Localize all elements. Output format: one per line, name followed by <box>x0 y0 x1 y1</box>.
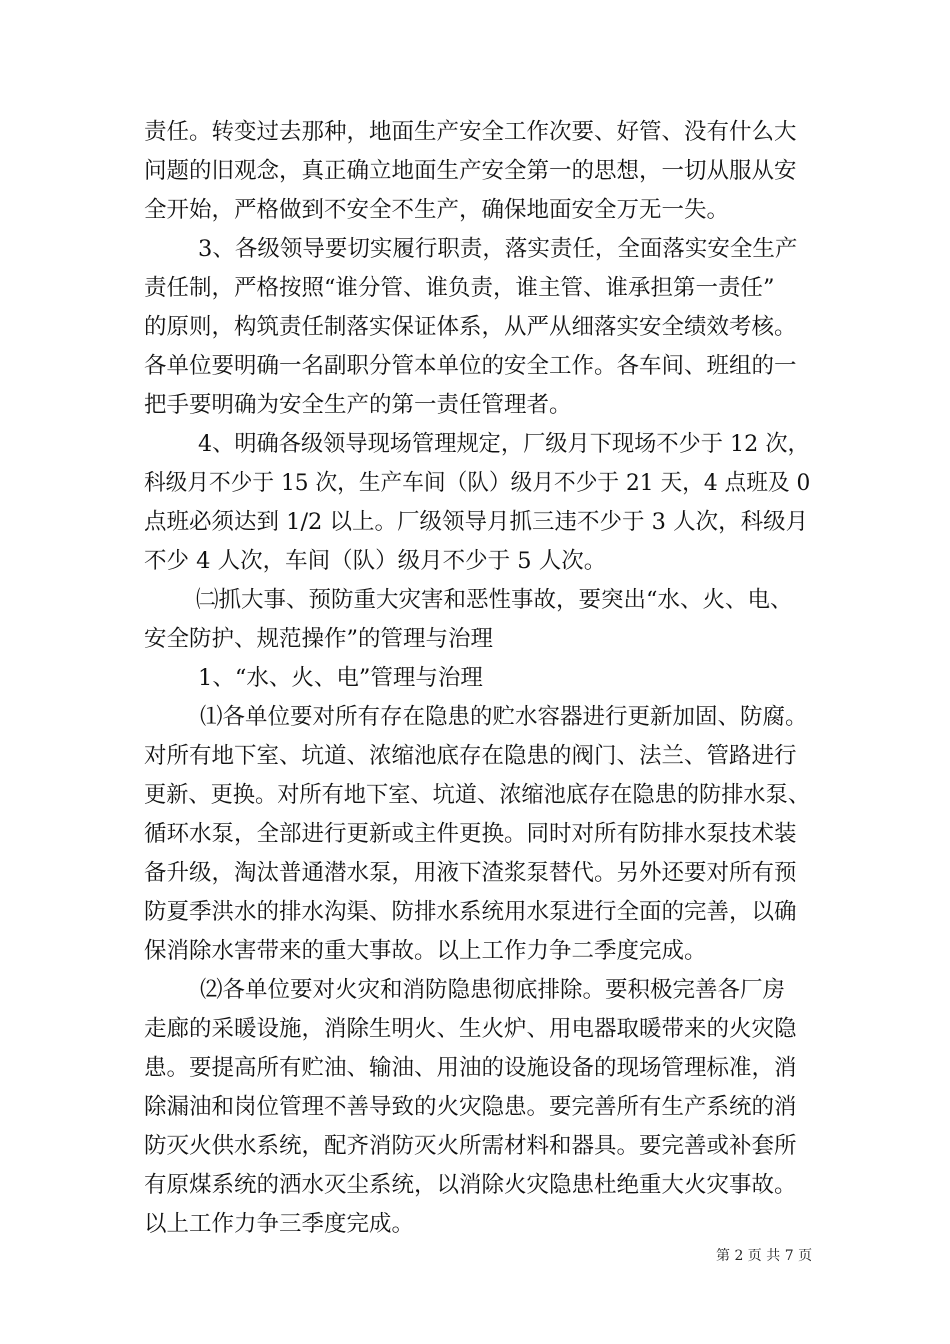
text-line: 把手要明确为安全生产的第一责任管理者。 <box>144 392 572 418</box>
paragraph-start-line: 3、各级领导要切实履行职责，落实责任，全面落实安全生产 <box>198 236 798 262</box>
text-line: 责任。转变过去那种，地面生产安全工作次要、好管、没有什么大 <box>144 119 797 145</box>
text-line: 备升级，淘汰普通潜水泵，用液下渣浆泵替代。另外还要对所有预 <box>144 860 797 886</box>
page-number: 第 2 页 共 7 页 <box>716 1248 813 1264</box>
text-line: 点班必须达到 1/2 以上。厂级领导月抓三违不少于 3 人次，科级月 <box>144 509 809 535</box>
text-line: 责任制，严格按照“谁分管、谁负责，谁主管、谁承担第一责任” <box>144 275 775 301</box>
text-line: 以上工作力争三季度完成。 <box>144 1211 415 1237</box>
subsection-heading: 1、“水、火、电”管理与治理 <box>198 665 483 691</box>
text-line: 的原则，构筑责任制落实保证体系，从严从细落实安全绩效考核。 <box>144 314 797 340</box>
text-line: 更新、更换。对所有地下室、坑道、浓缩池底存在隐患的防排水泵、 <box>144 782 811 808</box>
text-line: 保消除水害带来的重大事故。以上工作力争二季度完成。 <box>144 938 707 964</box>
text-line: 对所有地下室、坑道、浓缩池底存在隐患的阀门、法兰、管路进行 <box>144 743 797 769</box>
section-heading-line: ㈡抓大事、预防重大灾害和恶性事故，要突出“水、火、电、 <box>196 587 793 613</box>
text-line: 各单位要明确一名副职分管本单位的安全工作。各车间、班组的一 <box>144 353 797 379</box>
paragraph-start-line: ⑵各单位要对火灾和消防隐患彻底排除。要积极完善各厂房 <box>200 977 786 1003</box>
text-line: 安全防护、规范操作”的管理与治理 <box>144 626 494 652</box>
text-line: 除漏油和岗位管理不善导致的火灾隐患。要完善所有生产系统的消 <box>144 1094 797 1120</box>
text-line: 全开始，严格做到不安全不生产，确保地面安全万无一失。 <box>144 197 730 223</box>
paragraph-start-line: 4、明确各级领导现场管理规定，厂级月下现场不少于 12 次， <box>198 431 810 457</box>
text-line: 循环水泵，全部进行更新或主件更换。同时对所有防排水泵技术装 <box>144 821 797 847</box>
text-line: 有原煤系统的洒水灭尘系统，以消除火灾隐患杜绝重大火灾事故。 <box>144 1172 797 1198</box>
text-line: 走廊的采暖设施，消除生明火、生火炉、用电器取暖带来的火灾隐 <box>144 1016 797 1042</box>
text-line: 不少 4 人次，车间（队）级月不少于 5 人次。 <box>144 548 607 574</box>
text-line: 问题的旧观念，真正确立地面生产安全第一的思想，一切从服从安 <box>144 158 797 184</box>
text-line: 防夏季洪水的排水沟渠、防排水系统用水泵进行全面的完善，以确 <box>144 899 797 925</box>
text-line: 科级月不少于 15 次，生产车间（队）级月不少于 21 天，4 点班及 0 <box>144 470 811 496</box>
paragraph-start-line: ⑴各单位要对所有存在隐患的贮水容器进行更新加固、防腐。 <box>200 704 808 730</box>
text-line: 患。要提高所有贮油、输油、用油的设施设备的现场管理标准，消 <box>144 1055 797 1081</box>
text-line: 防灭火供水系统，配齐消防灭火所需材料和器具。要完善或补套所 <box>144 1133 797 1159</box>
